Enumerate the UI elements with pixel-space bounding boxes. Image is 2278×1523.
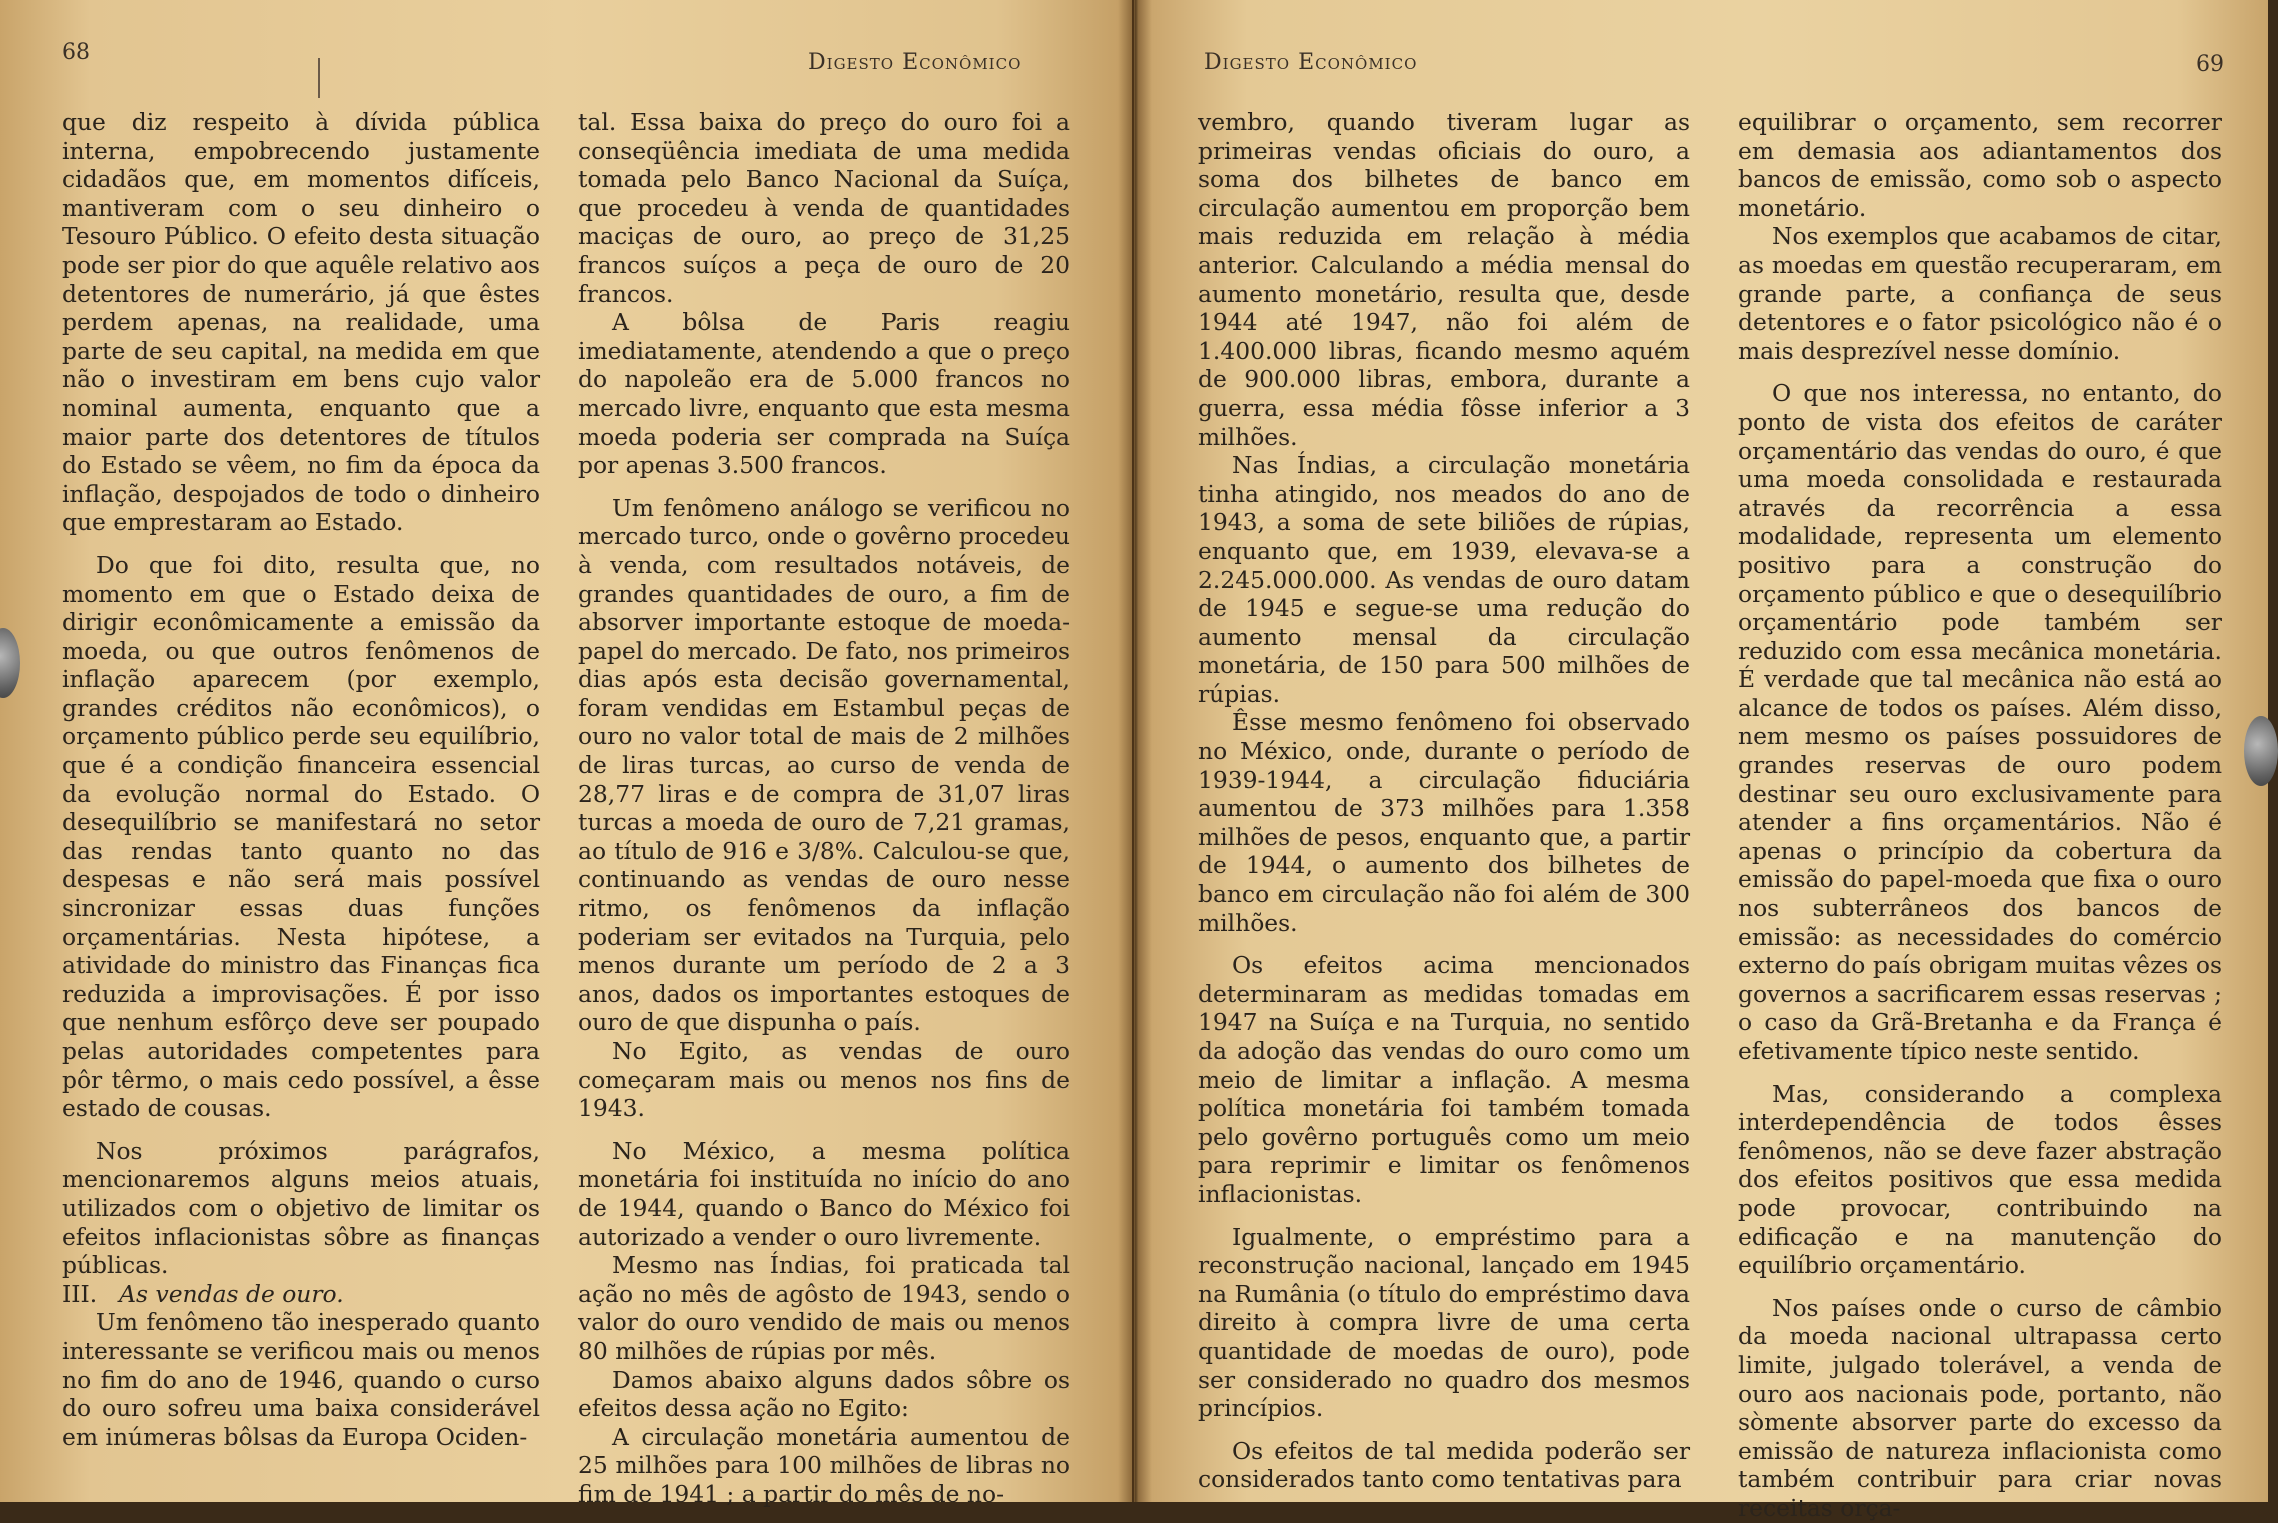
- paragraph: Mas, considerando a complexa interdependência de todos êsses fenômenos, não se deve fazer abstração dos efeitos positivos que essa medida pode provocar, contribuindo na edificação e na manutenção do equilíbrio orçamentário.: [1738, 1079, 2222, 1280]
- binder-clip: [2244, 716, 2278, 786]
- left-page-column-1: [62, 108, 540, 1451]
- paragraph: equilibrar o orçamento, sem recorrer em demasia aos adiantamentos dos bancos de emissão, como sob o aspecto monetário.: [1738, 108, 2222, 222]
- paragraph: A circulação monetária aumentou de 25 milhões para 100 milhões de libras no fim de 1941 ; a partir do mês de no-: [578, 1422, 1070, 1508]
- running-head: Digesto Econômico: [808, 50, 1022, 75]
- paragraph: Os efeitos de tal medida poderão ser considerados tanto como tentativas para: [1198, 1436, 1690, 1494]
- paragraph: Um fenômeno análogo se verificou no mercado turco, onde o govêrno procedeu à venda, com resultados notáveis, de grandes quantidades de ouro, a fim de absorver importante estoque de moeda-papel do mercado. De fato, nos primeiros dias após esta decisão governamental, foram vendidas em Estambul peças de ouro no valor total de mais de 2 milhões de liras turcas, ao curso de venda de 28,77 liras e de compra de 31,07 liras turcas a moeda de ouro de 7,21 gramas, ao título de 916 e 3/8%. Calculou-se que, continuando as vendas de ouro nesse ritmo, os fenômenos da inflação poderiam ser evitados na Turquia, pelo menos durante um período de 2 a 3 anos, dados os importantes estoques de ouro de que dispunha o país.: [578, 493, 1070, 1037]
- paragraph: Nas Índias, a circulação monetária tinha atingido, nos meados do ano de 1943, a soma de sete biliões de rúpias, enquanto que, em 1939, elevava-se a 2.245.000.000. As vendas de ouro datam de 1945 e segue-se uma redução do aumento mensal da circulação monetária, de 150 para 500 milhões de rúpias.: [1198, 451, 1690, 708]
- paragraph: O que nos interessa, no entanto, do ponto de vista dos efeitos de caráter orçamentário das vendas do ouro, é que uma moeda consolidada e restaurada através da recorrência a essa modalidade, representa um elemento positivo para a construção do orçamento público e que o desequilíbrio orçamentário pode também ser reduzido com essa mecânica monetária. É verdade que tal mecânica não está ao alcance de todos os países. Além disso, nem mesmo os países possuidores de grandes reservas de ouro podem destinar seu ouro exclusivamente para atender a fins orçamentários. Não é apenas o princípio da cobertura da emissão do papel-moeda que fixa o ouro nos subterrâneos dos bancos de emissão: as necessidades do comércio externo do país obrigam muitas vêzes os governos a sacrificarem essas reservas ; o caso da Grã-Bretanha e da França é efetivamente típico neste sentido.: [1738, 379, 2222, 1065]
- paragraph: Nos próximos parágrafos, mencionaremos alguns meios atuais, utilizados com o objetivo de limitar os efeitos inflacionistas sôbre as finanças públicas.: [62, 1136, 540, 1280]
- section-number: III.: [62, 1279, 98, 1308]
- paragraph: tal. Essa baixa do preço do ouro foi a conseqüência imediata de uma medida tomada pelo Banco Nacional da Suíça, que procedeu à venda de quantidades maciças de ouro, ao preço de 31,25 francos suíços a peça de ouro de 20 francos.: [578, 108, 1070, 308]
- paragraph: No Egito, as vendas de ouro começaram mais ou menos nos fins de 1943.: [578, 1037, 1070, 1123]
- right-page-column-1: [1198, 108, 1690, 1494]
- paragraph: Um fenômeno tão inesperado quanto interessante se verificou mais ou menos no fim do ano de 1946, quando o curso do ouro sofreu uma baixa considerável em inúmeras bôlsas da Europa Ociden-: [62, 1308, 540, 1451]
- right-page: [1134, 0, 2268, 1522]
- paragraph: Os efeitos acima mencionados determinaram as medidas tomadas em 1947 na Suíça e na Turquia, no sentido da adoção das vendas do ouro como um meio de limitar a inflação. A mesma política monetária foi também tomada pelo govêrno português como um meio para reprimir e limitar os fenômenos inflacionistas.: [1198, 951, 1690, 1208]
- section-heading: [62, 1280, 540, 1309]
- section-title: As vendas de ouro.: [119, 1279, 344, 1308]
- paragraph: Nos países onde o curso de câmbio da moeda nacional ultrapassa certo limite, julgado tolerável, a venda de ouro aos nacionais pode, portanto, não sòmente absorver parte do excesso da emissão de natureza inflacionista como também contribuir para criar novas receitas orça-: [1738, 1293, 2222, 1522]
- page-number: 69: [2196, 52, 2224, 77]
- paragraph: Do que foi dito, resulta que, no momento em que o Estado deixa de dirigir econômicamente a emissão da moeda, ou que outros fenômenos de inflação aparecem (por exemplo, grandes créditos não econômicos), o orçamento público perde seu equilíbrio, que é a condição financeira essencial da evolução normal do Estado. O desequilíbrio se manifestará no setor das rendas tanto quanto no das despesas e não será mais possível sincronizar essas duas funções orçamentárias. Nesta hipótese, a atividade do ministro das Finanças fica reduzida a improvisações. É por isso que nenhum esfôrço deve ser poupado pelas autoridades competentes para pôr têrmo, o mais cedo possível, a êsse estado de cousas.: [62, 550, 540, 1123]
- left-page: [0, 0, 1132, 1508]
- paragraph: Damos abaixo alguns dados sôbre os efeitos dessa ação no Egito:: [578, 1365, 1070, 1423]
- left-page-column-2: [578, 108, 1070, 1509]
- paragraph: Nos exemplos que acabamos de citar, as moedas em questão recuperaram, em grande parte, a confiança de seus detentores e o fator psicológico não é o mais desprezível nesse domínio.: [1738, 222, 2222, 365]
- paragraph: No México, a mesma política monetária foi instituída no início do ano de 1944, quando o Banco do México foi autorizado a vender o ouro livremente.: [578, 1136, 1070, 1251]
- margin-mark: [318, 58, 320, 98]
- paragraph: A bôlsa de Paris reagiu imediatamente, atendendo a que o preço do napoleão era de 5.000 francos no mercado livre, enquanto que esta mesma moeda poderia ser comprada na Suíça por apenas 3.500 francos.: [578, 308, 1070, 480]
- page-number: 68: [62, 40, 90, 65]
- right-page-column-2: [1738, 108, 2222, 1523]
- paragraph: Êsse mesmo fenômeno foi observado no México, onde, durante o período de 1939-1944, a circulação fiduciária aumentou de 373 milhões para 1.358 milhões de pesos, enquanto que, a partir de 1944, o aumento dos bilhetes de banco em circulação não foi além de 300 milhões.: [1198, 708, 1690, 937]
- running-head: Digesto Econômico: [1204, 50, 1418, 75]
- binder-clip: [0, 628, 20, 698]
- paragraph: que diz respeito à dívida pública interna, empobrecendo justamente cidadãos que, em momentos difíceis, mantiveram com o seu dinheiro o Tesouro Público. O efeito desta situação pode ser pior do que aquêle relativo aos detentores de numerário, já que êstes perdem apenas, na realidade, uma parte de seu capital, na medida em que não o investiram em bens cujo valor nominal aumenta, enquanto que a maior parte dos detentores de títulos do Estado se vêem, no fim da época da inflação, despojados de todo o dinheiro que emprestaram ao Estado.: [62, 108, 540, 537]
- paragraph: Igualmente, o empréstimo para a reconstrução nacional, lançado em 1945 na Rumânia (o título do empréstimo dava direito à compra livre de uma certa quantidade de moedas de ouro), pode ser considerado no quadro dos mesmos princípios.: [1198, 1222, 1690, 1423]
- paragraph: vembro, quando tiveram lugar as primeiras vendas oficiais do ouro, a soma dos bilhetes de banco em circulação aumentou em proporção bem mais reduzida em relação à média anterior. Calculando a média mensal do aumento monetário, resulta que, desde 1944 até 1947, não foi além de 1.400.000 libras, ficando mesmo aquém de 900.000 libras, embora, durante a guerra, essa média fôsse inferior a 3 milhões.: [1198, 108, 1690, 451]
- paragraph: Mesmo nas Índias, foi praticada tal ação no mês de agôsto de 1943, sendo o valor do ouro vendido de mais ou menos 80 milhões de rúpias por mês.: [578, 1251, 1070, 1365]
